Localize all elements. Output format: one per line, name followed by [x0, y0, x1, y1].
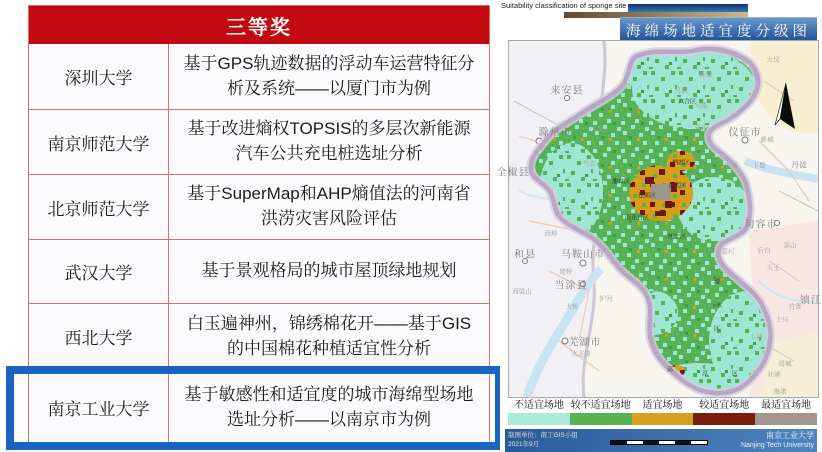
org-name-en: Nanjing Tech University — [740, 442, 814, 449]
legend-label: 最适宜场地 — [761, 400, 812, 411]
table-row — [29, 369, 489, 445]
suitability-map — [496, 40, 822, 398]
map-label-city: 和县 — [514, 249, 536, 261]
project-title-cell: 基于SuperMap和AHP熵值法的河南省洪涝灾害风险评估 — [187, 184, 471, 228]
map-graphic — [509, 41, 818, 397]
table-row — [29, 303, 489, 369]
project-title-cell: 基于敏感性和适宜度的城市海绵型场地选址分析——以南京市为例 — [184, 384, 474, 429]
map-label-city: 马鞍山市 — [561, 249, 605, 261]
awards-table-body — [29, 44, 489, 445]
map-label-town: 方山 — [594, 126, 608, 134]
map-label-town: 梅渚 — [773, 388, 787, 396]
map-label-town: 马集 — [694, 102, 708, 110]
legend-swatch — [632, 413, 694, 425]
footer-organization — [741, 431, 814, 450]
map-label-town: 后白 — [757, 247, 771, 255]
map-label-district: 浦口区 — [611, 179, 631, 186]
awards-table — [28, 5, 490, 445]
map-label-city: 滁州市 — [538, 127, 572, 139]
map-label-town: 姥桥 — [559, 268, 573, 276]
map-panel — [496, 0, 822, 452]
map-label-district: 高 — [666, 367, 674, 374]
university-cell: 武汉大学 — [29, 240, 169, 303]
legend-label: 较不适宜场地 — [570, 400, 631, 411]
map-label-district: 玄武区 — [667, 183, 687, 190]
table-row — [29, 174, 489, 239]
map-label-district: 淳 — [701, 371, 709, 378]
map-label-city: 芜湖市 — [568, 337, 602, 349]
legend-item — [632, 399, 694, 426]
university-cell: 南京师范大学 — [29, 110, 169, 174]
map-label-town: 下蜀 — [752, 162, 766, 170]
map-label-town: 葛村 — [721, 248, 735, 256]
map-label-district: 六合区 — [677, 99, 697, 106]
credit-line1: 制图单位：南工GIS小组 — [508, 432, 578, 439]
map-label-district: 雨花台区 — [624, 215, 650, 222]
legend-label: 不适宜场地 — [513, 400, 564, 411]
project-title-cell: 白玉遍神州，锦绣棉花开——基于GIS的中国棉花种植适宜性分析 — [186, 313, 472, 358]
map-title: 海绵场地适宜度分级图 — [620, 17, 817, 42]
map-label-town: 天王 — [766, 264, 780, 272]
legend-swatch — [755, 413, 817, 425]
map-label-district: 区 — [713, 326, 721, 333]
map-footer-bar — [505, 429, 817, 452]
awards-table-header: 三等奖 — [29, 6, 489, 44]
legend-label: 较适宜场地 — [699, 400, 750, 411]
university-cell: 深圳大学 — [29, 44, 169, 109]
footer-credit — [508, 431, 578, 449]
map-label-town: 社渚 — [767, 371, 781, 379]
scale-bar — [610, 440, 708, 445]
map-label-city: 来安县 — [550, 85, 584, 97]
project-title-cell: 基于GPS轨迹数据的浮动车运营特征分析及系统——以厦门市为例 — [183, 53, 475, 98]
legend-item — [570, 399, 632, 426]
map-label-town: 新城 — [760, 136, 774, 144]
credit-line2: 2021年9月 — [508, 441, 540, 448]
map-label-town: 上兴 — [775, 316, 789, 324]
map-label-district: 建邺区 — [637, 193, 657, 200]
map-label-district: 栖霞区 — [671, 160, 691, 167]
decorative-bar-dark — [628, 4, 748, 12]
table-row — [29, 239, 489, 303]
map-label-town: 宝华 — [724, 162, 738, 170]
map-label-town: 青山 — [694, 124, 708, 132]
map-label-small-city: 丹徒 — [791, 160, 807, 170]
legend-item — [693, 399, 755, 426]
project-title-cell: 基于改进熵权TOPSIS的多层次新能源汽车公共充电桩选址分析 — [187, 119, 471, 163]
legend-label: 适宜场地 — [642, 400, 683, 411]
map-label-town: 大仪 — [766, 56, 780, 64]
map-label-city: 镇江 — [800, 295, 822, 307]
legend-swatch — [693, 413, 755, 425]
map-label-district: 江宁区 — [667, 234, 687, 241]
map-label-city: 全椒县 — [496, 167, 530, 179]
university-cell: 西北大学 — [29, 304, 169, 369]
map-label-town: 周城 — [778, 360, 792, 368]
legend-swatch — [508, 413, 570, 425]
map-label-city: 仪征市 — [728, 127, 762, 139]
university-cell: 北京师范大学 — [29, 175, 169, 239]
table-row — [29, 109, 489, 174]
legend-item — [508, 399, 570, 426]
table-row — [29, 44, 489, 109]
map-label-town: 陈集 — [699, 71, 713, 79]
map-label-town: 月塘 — [674, 87, 688, 95]
map-label-town: 西埠 — [544, 230, 558, 238]
map-label-town: 上沛 — [749, 333, 763, 341]
map-legend — [508, 399, 817, 426]
map-label-district: 溧 — [713, 279, 721, 286]
map-label-town: 竹箦 — [788, 303, 802, 311]
map-caption: Suitability classification of sponge site — [501, 1, 627, 10]
map-label-town: 西梁山 — [512, 288, 532, 296]
legend-swatch — [570, 413, 632, 425]
map-label-district: 水 — [715, 303, 723, 310]
map-label-district: 区 — [731, 371, 739, 378]
map-label-town: 大桥 — [565, 303, 579, 311]
map-label-town: 火龙岗 — [571, 350, 591, 358]
map-label-town: 茅山 — [783, 242, 797, 250]
org-name-cn: 南京工业大学 — [766, 431, 814, 440]
map-label-town: 乌衣 — [582, 160, 596, 168]
university-cell: 南京工业大学 — [29, 370, 169, 445]
map-label-city: 句容市 — [744, 219, 778, 231]
project-title-cell: 基于景观格局的城市屋顶绿地规划 — [201, 261, 457, 281]
map-label-city: 当涂县 — [554, 280, 588, 292]
map-label-town: 护河 — [599, 295, 613, 303]
legend-item — [755, 399, 817, 426]
